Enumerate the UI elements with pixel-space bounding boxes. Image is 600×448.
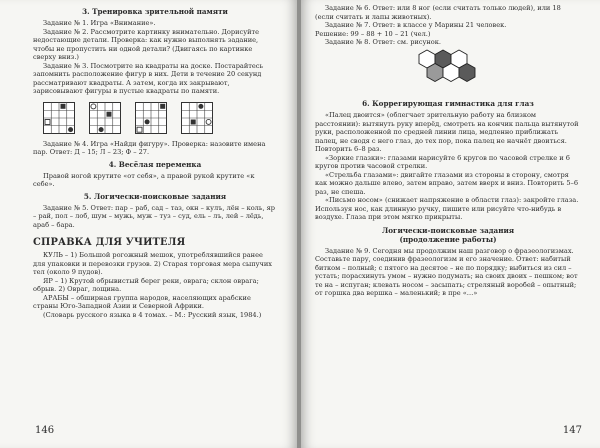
- exercise-sharp-eyes: «Зоркие глазки»: глазами нарисуйте 6 кругов по часовой стрелке и 6 кругов против часовой стрелки.: [315, 153, 570, 170]
- task-6: Задание № 6. Ответ: или 8 ног (если считать только людей), или 18 (если считать и лапы животных).: [315, 4, 561, 21]
- heading-merry-break: 4. Весёлая переменка: [108, 159, 202, 169]
- task-7-solution: Решение: 99 – 88 + 10 – 21 (чел.): [315, 29, 431, 38]
- page-number-left: 146: [35, 425, 55, 436]
- memory-squares: [43, 102, 277, 134]
- heading-visual-memory: 3. Тренировка зрительной памяти: [82, 7, 228, 16]
- memory-square-4: [181, 102, 213, 134]
- task-8: Задание № 8. Ответ: см. рисунок.: [325, 38, 441, 46]
- exercise-eye-shooting: «Стрельба глазами»: двигайте глазами из стороны в сторону, смотря как можно дальше влево, затем вправо, затем вверх и вниз. Повторить 5–6 раз, не спеша.: [315, 170, 579, 196]
- task-3: Задание № 3. Посмотрите на квадраты на доске. Постарайтесь запомнить расположение фигур в них. Дети в течение 20 секунд рассматривают квадраты. А затем, когда их закрывают, зарисовывают фигуры в пустые квадраты по памяти.: [33, 61, 264, 95]
- hexagon-answer-figure: [415, 49, 479, 89]
- heading-eye-gymnastics: 6. Коррегирующая гимнастика для глаз: [362, 99, 534, 108]
- heading-logic-tasks-subtitle: (продолжение работы): [399, 234, 497, 244]
- task-2: Задание № 2. Рассмотрите картинку внимательно. Дорисуйте недостающие детали. Проверка: как нужно выполнять задание, чтобы не пропустить ни одной детали? (Двигаясь по картинке сверху вниз.): [33, 27, 260, 61]
- exercise-nose-writing: «Письмо носом» (снижает напряжение в области глаз): закройте глаза. Используя нос, как длинную ручку, пишите или рисуйте что-нибудь в воздухе. Глаза при этом мягко прикрыты.: [315, 196, 579, 221]
- task-7: Задание № 7. Ответ: в классе у Марины 21 человек.: [325, 21, 507, 29]
- task-4: Задание № 4. Игра «Найди фигуру». Проверка: назовите имена пар. Ответ: Д – 15; Л – 23; Ф – 27.: [33, 139, 266, 156]
- teacher-reference-heading: СПРАВКА ДЛЯ УЧИТЕЛЯ: [33, 237, 186, 248]
- reference-kul: КУЛЬ – 1) Большой рогожный мешок, употреблявшийся ранее для упаковки и перевозки грузов. 2) Старая торговая мера сыпучих тел (около 9 пудов).: [33, 251, 272, 276]
- memory-square-3: [135, 102, 167, 134]
- heading-logic-tasks: 5. Логически-поисковые задания: [83, 191, 227, 201]
- task-9: Задание № 9. Сегодня мы продолжим наш разговор о фразеологизмах. Составьте пару, соединив фразеологизм и его значение. Ответ: набитый битком – полный; с пятого на десятое – не по порядку; выбиться из сил – устать; порасхинуть умом – нужно подумать; на своих двоих – пешком; вот те на – испуган; клевать носом – засыпать; стреляный воробей – опытный; от горшка два вершка – маленький; в пре «…»: [315, 246, 578, 297]
- exercise-finger-doubles: «Палец двоится» (облегчает зрительную работу на близком расстоянии): вытянуть руку вперёд, смотреть на кончик пальца вытянутой руки, расположенной по средней линии лица, медленно приближать палец, не сводя с него глаз, до тех пор, пока палец не начнёт двоиться. Повторить 6–8 раз.: [315, 111, 579, 153]
- memory-square-1: [43, 102, 75, 134]
- reference-araby: АРАБЫ – обширная группа народов, населяющих арабские страны Юго-Западной Азии и Северной Африки.: [33, 293, 251, 310]
- reference-source: (Словарь русского языка в 4 томах. – М.: Русский язык, 1984.): [43, 310, 262, 319]
- right-page: [301, 0, 600, 448]
- reference-yar: ЯР – 1) Крутой обрывистый берег реки, оврага; склон оврага; обрыв. 2) Овраг, лощина.: [33, 276, 259, 293]
- task-1: Задание № 1. Игра «Внимание».: [43, 19, 156, 27]
- memory-square-2: [89, 102, 121, 134]
- left-page-content: [33, 4, 277, 319]
- right-page-content: [315, 4, 581, 298]
- heading-logic-tasks-continued: Логически-поисковые задания: [381, 225, 515, 235]
- left-page: [0, 0, 297, 448]
- break-text: Правой ногой крутите «от себя», а правой рукой крутите «к себе».: [33, 171, 255, 188]
- page-number-right: 147: [562, 425, 582, 436]
- task-5: Задание № 5. Ответ: пар – раб, сад – таз, окн – кулъ, лён – коль, яр – рай, пол – лоб, шум – мужь, муж – туз – суд, ель – лъ, лей – лёдь, араб – бара.: [33, 203, 276, 229]
